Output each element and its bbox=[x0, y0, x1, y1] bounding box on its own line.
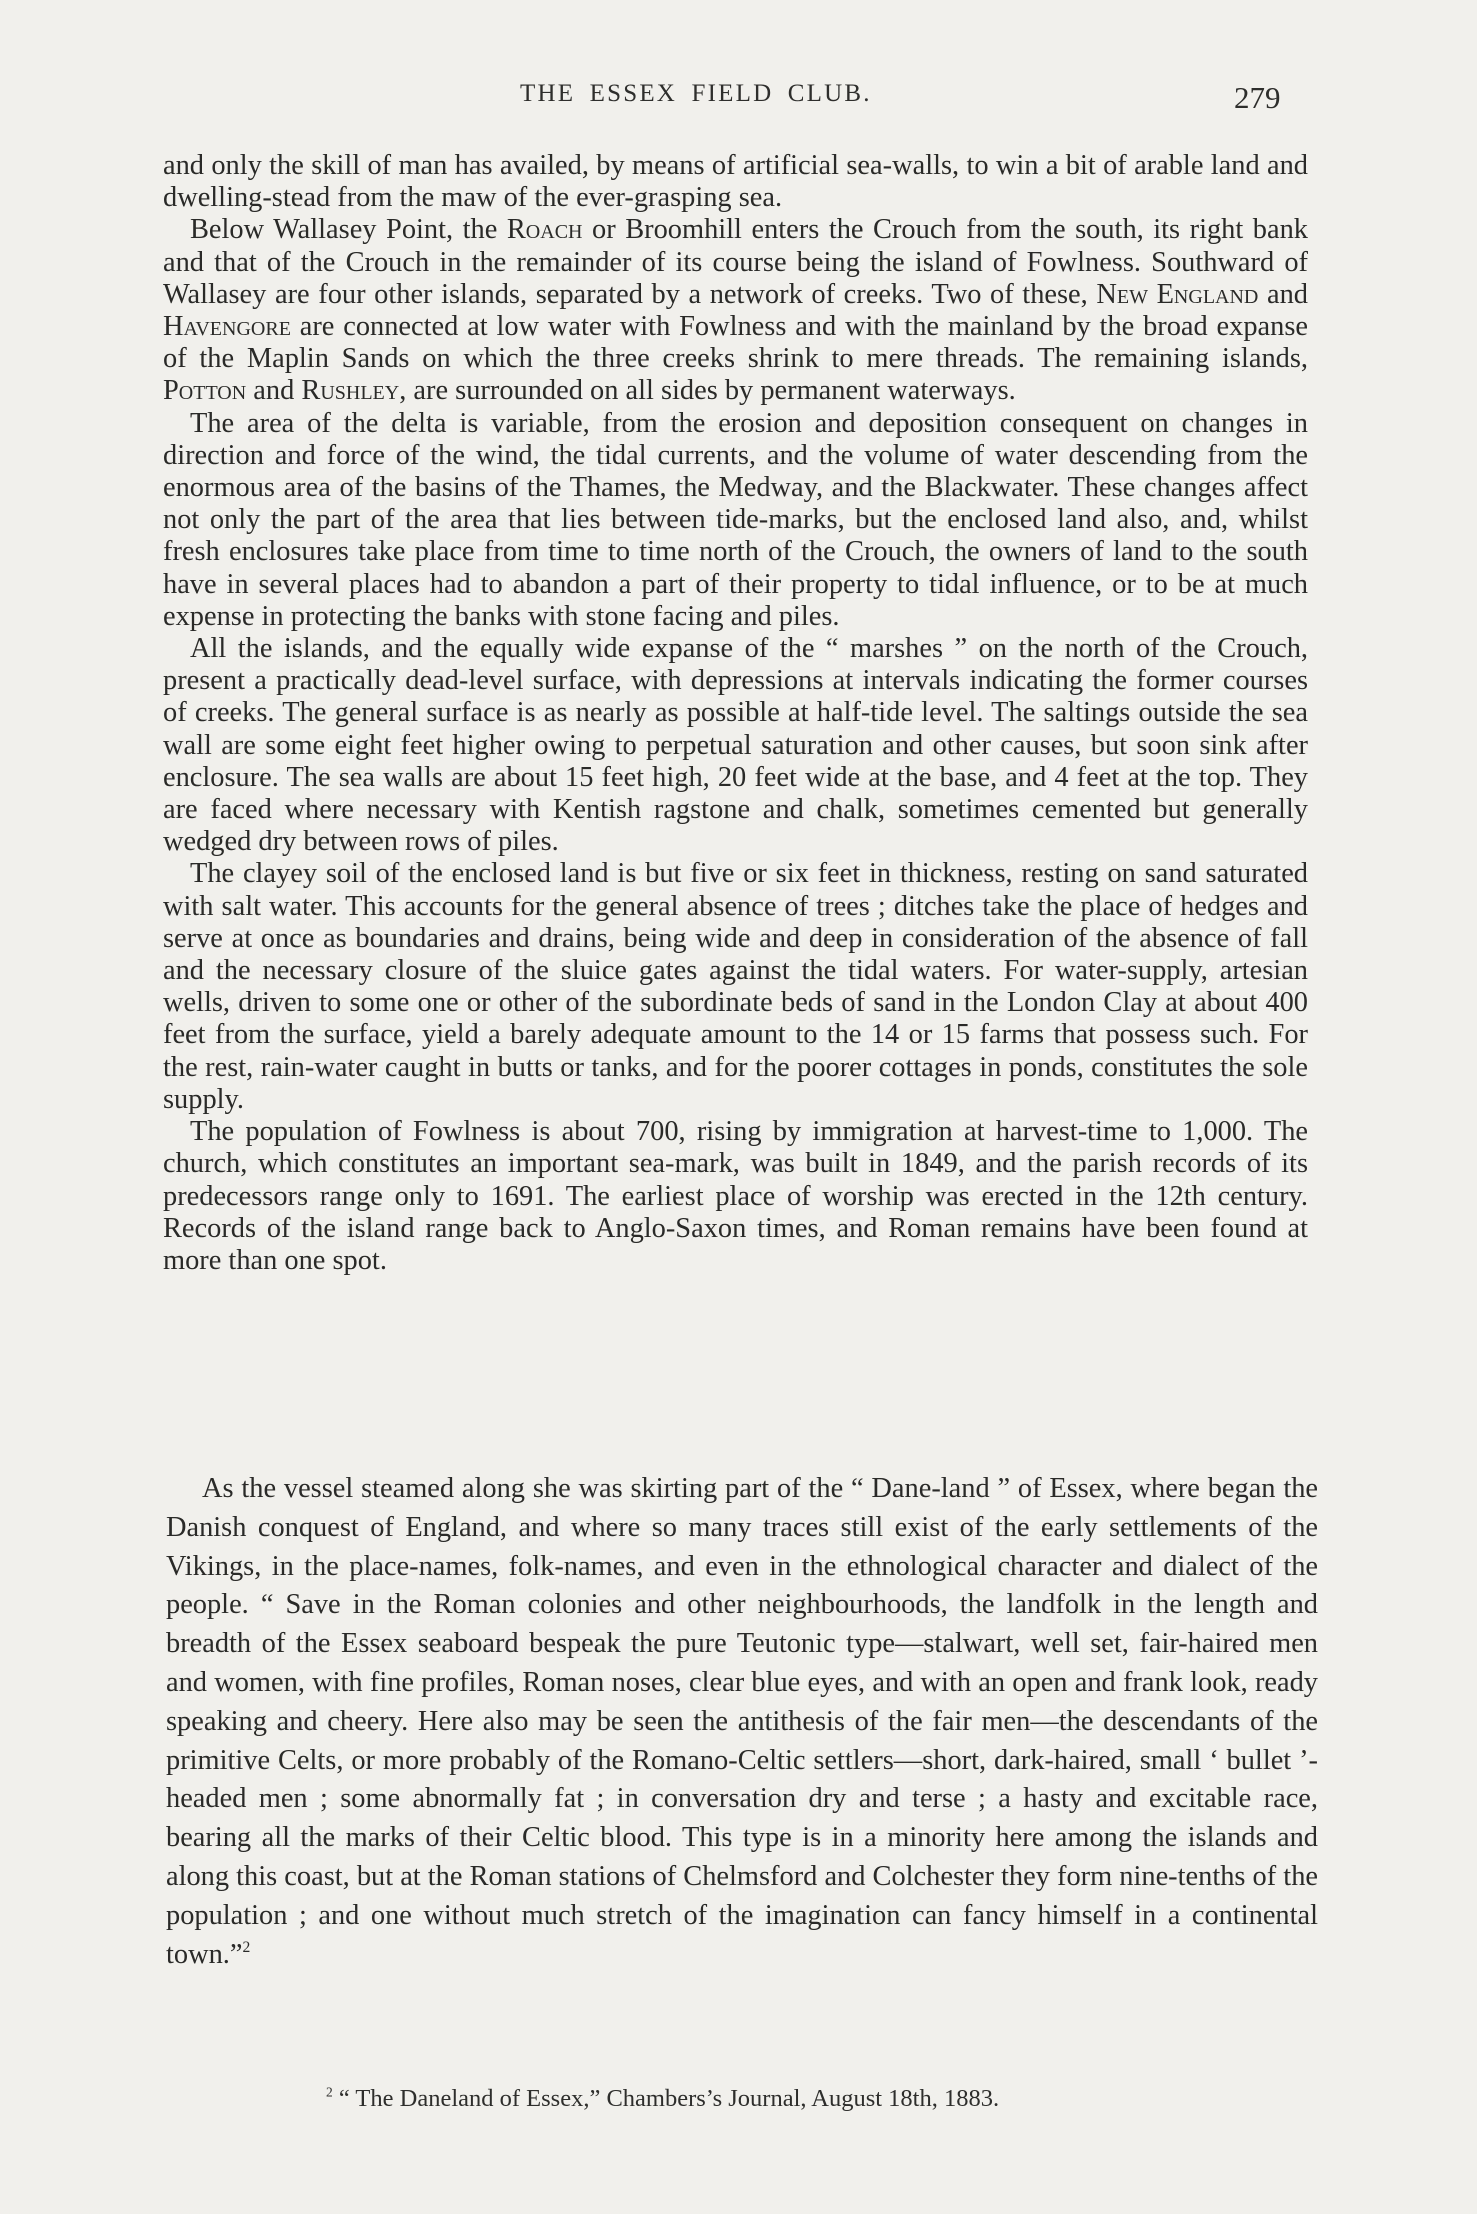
text-run: are connected at low water with Fowlness and with the mainland by the broad expanse of the Maplin Sands on which the three creeks shrink to mere threads. The remaining islands, bbox=[163, 311, 1308, 375]
paragraph bbox=[163, 408, 1308, 633]
place-name: New England bbox=[1096, 278, 1259, 310]
paragraph bbox=[163, 1116, 1308, 1277]
paragraph bbox=[163, 633, 1308, 858]
footnote-mark: 2 bbox=[326, 2084, 333, 2100]
place-name: Havengore bbox=[163, 311, 291, 343]
paragraph bbox=[163, 858, 1308, 1116]
text-run: The clayey soil of the enclosed land is but five or six feet in thickness, resting on sand saturated with salt water. This accounts for the general absence of trees ; ditches take the place of hedges and serve at once as boundaries and drains, being wide and deep in consideration of the absence of fall and the necessary closure of the sluice gates against the tidal waters. For water-supply, artesian wells, driven to some one or other of the subordinate beds of sand in the London Clay at about 400 feet from the surface, yield a barely adequate amount to the 14 or 15 farms that possess such. For the rest, rain-water caught in butts or tanks, and for the poorer cottages in ponds, constitutes the sole supply. bbox=[163, 858, 1308, 1115]
text-run: or Broomhill enters the Crouch from the south, its right bank and that of the Crouch in the remainder of its course being the island of Fowlness. Southward of Wallasey are four other islands, separated by a network of creeks. Two of these, bbox=[163, 214, 1308, 310]
dane-land-paragraph bbox=[166, 1470, 1318, 1974]
text-run: and only the skill of man has availed, by means of artificial sea-walls, to win a bit of arable land and dwelling-stead from the maw of the ever-grasping sea. bbox=[163, 150, 1308, 214]
place-name: Rushley bbox=[301, 375, 400, 407]
dane-land-text: As the vessel steamed along she was skirting part of the “ Dane-land ” of Essex, where began the Danish conquest of England, and where so many traces still exist of the early settlements of the Vikings, in the place-names, folk-names, and even in the ethnological character and dialect of the people. “ Save in the Roman colonies and other neighbourhoods, the landfolk in the length and breadth of the Essex seaboard bespeak the pure Teutonic type—stalwart, well set, fair-haired men and women, with fine profiles, Roman noses, clear blue eyes, and with an open and frank look, ready speaking and cheery. Here also may be seen the antithesis of the fair men—the descendants of the primitive Celts, or more probably of the Romano-Celtic settlers—short, dark-haired, small ‘ bullet ’-headed men ; some abnormally fat ; in conversation dry and terse ; a hasty and excitable race, bearing all the marks of their Celtic blood. This type is in a minority here among the islands and along this coast, but at the Roman stations of Chelmsford and Colchester they form nine-tenths of the population ; and one without much stretch of the imagination can fancy himself in a continental town.” bbox=[166, 1473, 1318, 1970]
dane-land-section bbox=[166, 1470, 1318, 1974]
footnote-text: “ The Daneland of Essex,” Chambers’s Journal, August 18th, 1883. bbox=[332, 2085, 1000, 2112]
paragraph bbox=[163, 150, 1308, 214]
page-number: 279 bbox=[1234, 80, 1281, 115]
place-name: Roach bbox=[506, 214, 583, 246]
text-run: The population of Fowlness is about 700, rising by immigration at harvest-time to 1,000. The church, which constitutes an important sea-mark, was built in 1849, and the parish records of its predecessors range only to 1691. The earliest place of worship was erected in the 12th century. Records of the island range back to Anglo-Saxon times, and Roman remains have been found at more than one spot. bbox=[163, 1116, 1308, 1276]
place-name: Potton bbox=[163, 375, 247, 407]
text-run: The area of the delta is variable, from the erosion and deposition consequent on changes in direction and force of the wind, the tidal currents, and the volume of water descending from the enormous area of the basins of the Thames, the Medway, and the Blackwater. These changes affect not only the part of the area that lies between tide-marks, but the enclosed land also, and, whilst fresh enclosures take place from time to time north of the Crouch, the owners of land to the south have in several places had to abandon a part of their property to tidal influence, or to be at much expense in protecting the banks with stone facing and piles. bbox=[163, 407, 1308, 632]
text-run: All the islands, and the equally wide expanse of the “ marshes ” on the north of the Crouch, present a practically dead-level surface, with depressions at intervals indicating the former courses of creeks. The general surface is as nearly as possible at half-tide level. The saltings outside the sea wall are some eight feet higher owing to perpetual saturation and other causes, but soon sink after enclosure. The sea walls are about 15 feet high, 20 feet wide at the base, and 4 feet at the top. They are faced where necessary with Kentish ragstone and chalk, sometimes cemented but generally wedged dry between rows of piles. bbox=[163, 633, 1308, 858]
main-text-block bbox=[163, 150, 1308, 1277]
footnote-reference: 2 bbox=[242, 1938, 251, 1956]
text-run: , are surrounded on all sides by permanent waterways. bbox=[399, 375, 1016, 407]
text-run: Below Wallasey Point, the bbox=[190, 214, 507, 246]
text-run: and bbox=[1258, 278, 1308, 310]
footnote bbox=[326, 2085, 999, 2113]
running-header bbox=[0, 80, 1477, 120]
paragraph bbox=[163, 214, 1308, 407]
running-title: THE ESSEX FIELD CLUB. bbox=[520, 80, 872, 107]
text-run: and bbox=[246, 375, 302, 407]
